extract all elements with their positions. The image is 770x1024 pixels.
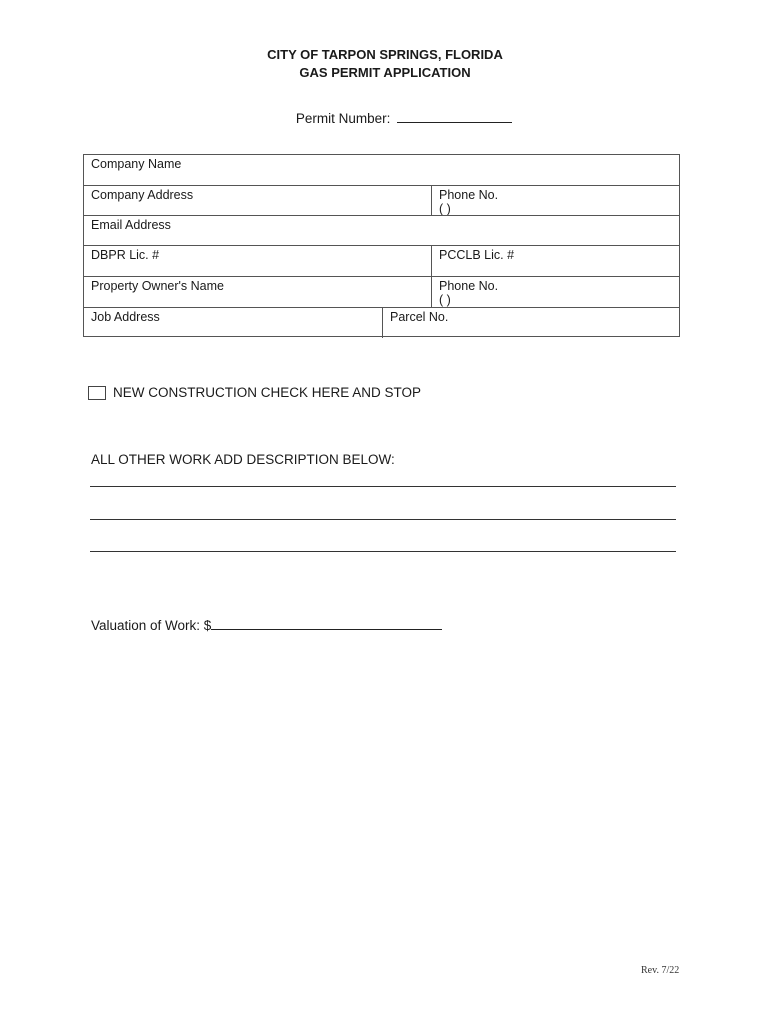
row-job-address [84, 307, 679, 338]
dbpr-lic-label: DBPR Lic. # [91, 248, 160, 262]
company-phone-field[interactable] [431, 186, 679, 216]
owner-phone-label: Phone No. [439, 279, 499, 293]
owner-phone-area-code: ( ) [439, 293, 451, 307]
company-phone-label: Phone No. [439, 188, 499, 202]
permit-number-input[interactable] [397, 110, 512, 123]
row-company-address [84, 185, 679, 216]
applicant-info-table [83, 154, 680, 337]
parcel-no-label: Parcel No. [390, 310, 449, 324]
email-address-label: Email Address [91, 218, 171, 232]
company-address-field[interactable] [84, 186, 431, 216]
property-owner-field[interactable] [84, 277, 431, 308]
email-address-field[interactable] [84, 216, 679, 246]
permit-number-label: Permit Number: [295, 111, 391, 126]
new-construction-label: NEW CONSTRUCTION CHECK HERE AND STOP [113, 385, 422, 400]
company-phone-area-code: ( ) [439, 202, 451, 216]
row-company-name [84, 155, 679, 185]
row-licenses [84, 245, 679, 277]
parcel-no-field[interactable] [382, 308, 679, 338]
description-line-1[interactable] [90, 486, 676, 487]
description-line-3[interactable] [90, 551, 676, 552]
revision-note: Rev. 7/22 [641, 965, 680, 976]
owner-phone-field[interactable] [431, 277, 679, 308]
job-address-label: Job Address [91, 310, 160, 324]
other-work-label: ALL OTHER WORK ADD DESCRIPTION BELOW: [91, 452, 395, 467]
permit-number-field [0, 110, 770, 126]
company-address-label: Company Address [91, 188, 194, 202]
pcclb-lic-field[interactable] [431, 246, 679, 277]
valuation-field [91, 616, 442, 633]
description-line-2[interactable] [90, 519, 676, 520]
new-construction-checkbox[interactable] [88, 386, 106, 400]
valuation-label: Valuation of Work: $ [91, 618, 212, 633]
company-name-label: Company Name [91, 157, 182, 171]
dbpr-lic-field[interactable] [84, 246, 431, 277]
valuation-input[interactable] [211, 616, 442, 630]
document-title-city: CITY OF TARPON SPRINGS, FLORIDA [267, 47, 503, 62]
property-owner-label: Property Owner's Name [91, 279, 224, 293]
job-address-field[interactable] [84, 308, 382, 338]
document-title-form: GAS PERMIT APPLICATION [299, 65, 471, 80]
pcclb-lic-label: PCCLB Lic. # [439, 248, 515, 262]
company-name-field[interactable] [84, 155, 679, 185]
row-email [84, 215, 679, 246]
row-property-owner [84, 276, 679, 308]
new-construction-option [88, 385, 421, 400]
